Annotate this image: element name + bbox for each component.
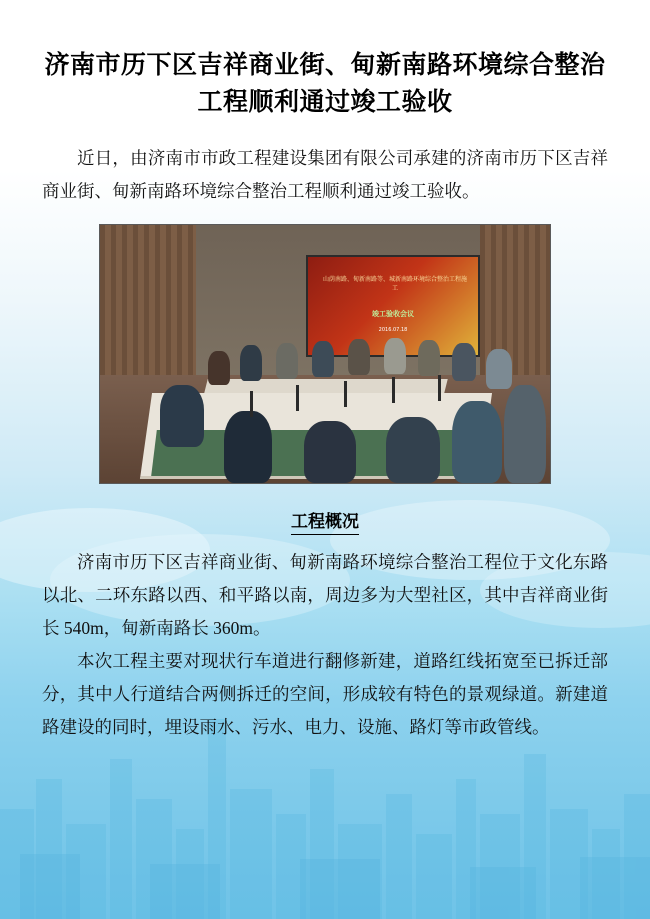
photo-person bbox=[384, 338, 406, 374]
photo-microphone bbox=[344, 381, 347, 407]
page-title: 济南市历下区吉祥商业街、甸新南路环境综合整治工程顺利通过竣工验收 bbox=[44, 50, 606, 116]
photo-person bbox=[452, 343, 476, 381]
body-paragraph-1: 济南市历下区吉祥商业街、甸新南路环境综合整治工程位于文化东路以北、二环东路以西、和平路以南，周边多为大型社区，其中吉祥商业街长 540m，甸新南路长 360m。 bbox=[42, 552, 608, 638]
screen-title-line: 山荫南路、甸新南路等、城新南路环境综合整治工程施工 bbox=[322, 276, 467, 292]
figure-caption bbox=[42, 507, 608, 532]
photo-microphone bbox=[250, 391, 253, 417]
photo-person-foreground bbox=[386, 417, 440, 483]
photo-person bbox=[276, 343, 298, 379]
figure-block bbox=[42, 224, 608, 532]
meeting-photo bbox=[99, 224, 551, 484]
photo-person bbox=[240, 345, 262, 381]
photo-person-foreground bbox=[452, 401, 502, 483]
photo-microphone bbox=[392, 377, 395, 403]
photo-person-foreground bbox=[504, 385, 546, 483]
screen-date-line: 2016.07.18 bbox=[378, 327, 408, 333]
photo-person-foreground bbox=[160, 385, 204, 447]
intro-paragraph: 近日，由济南市市政工程建设集团有限公司承建的济南市历下区吉祥商业街、甸新南路环境综合整治工程顺利通过竣工验收。 bbox=[42, 148, 608, 201]
photo-person-foreground bbox=[304, 421, 356, 483]
figure-caption-text: 工程概况 bbox=[291, 512, 359, 535]
screen-subtitle-line: 竣工验收会议 bbox=[372, 310, 414, 318]
photo-person bbox=[348, 339, 370, 375]
photo-person bbox=[208, 351, 230, 385]
body-paragraph-2: 本次工程主要对现状行车道进行翻修新建，道路红线拓宽至已拆迁部分，其中人行道结合两侧拆迁的空间，形成较有特色的景观绿道。新建道路建设的同时，埋设雨水、污水、电力、设施、路灯等市政管线。 bbox=[42, 651, 608, 737]
photo-person bbox=[312, 341, 334, 377]
photo-person-foreground bbox=[224, 411, 272, 483]
photo-person bbox=[418, 340, 440, 376]
photo-person bbox=[486, 349, 512, 389]
photo-microphone bbox=[296, 385, 299, 411]
photo-microphone bbox=[438, 375, 441, 401]
